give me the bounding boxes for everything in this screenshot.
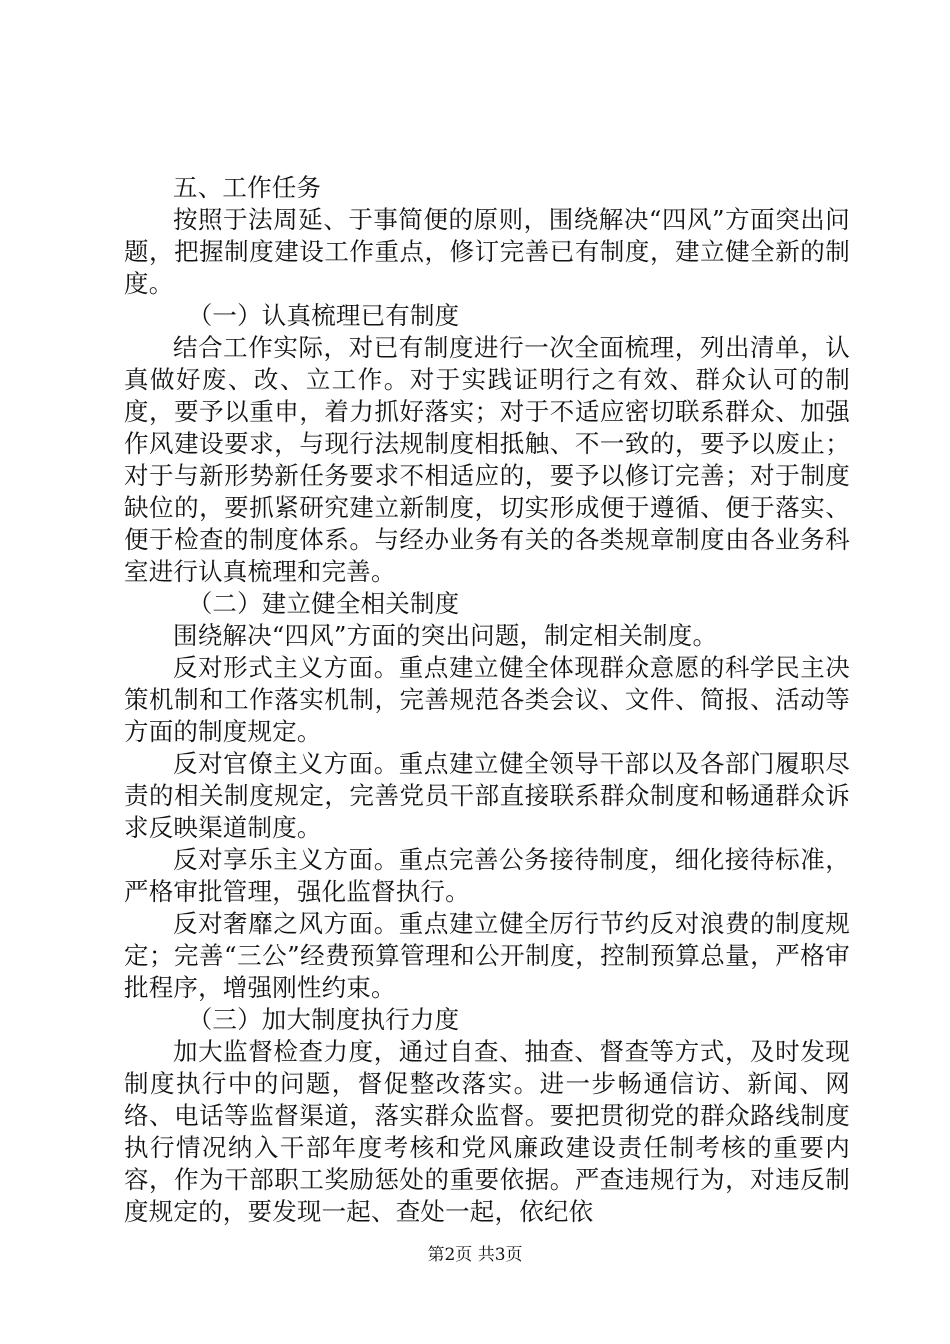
paragraph: 反对享乐主义方面。重点完善公务接待制度，细化接待标准，严格审批管理，强化监督执行。 xyxy=(124,845,850,906)
paragraph: 反对形式主义方面。重点建立健全体现群众意愿的科学民主决策机制和工作落实机制，完善规范各类会议、文件、简报、活动等方面的制度规定。 xyxy=(124,653,850,746)
section-heading: 五、工作任务 xyxy=(173,173,322,202)
paragraph: 围绕解决“四风”方面的突出问题，制定相关制度。 xyxy=(173,621,718,650)
subsection-heading: （三）加大制度执行力度 xyxy=(187,1005,460,1034)
paragraph: 反对官僚主义方面。重点建立健全领导干部以及各部门履职尽责的相关制度规定，完善党员干部直接联系群众制度和畅通群众诉求反映渠道制度。 xyxy=(124,749,850,842)
page-footer xyxy=(0,1244,950,1266)
subsection-heading: （一）认真梳理已有制度 xyxy=(187,301,460,330)
paragraph: 加大监督检查力度，通过自查、抽查、督查等方式，及时发现制度执行中的问题，督促整改落实。进一步畅通信访、新闻、网络、电话等监督渠道，落实群众监督。要把贯彻党的群众路线制度执行情况纳入干部年度考核和党风廉政建设责任制考核的重要内容，作为干部职工奖励惩处的重要依据。严查违规行为，对违反制度规定的，要发现一起、查处一起，依纪依 xyxy=(124,1037,850,1226)
subsection-heading: （二）建立健全相关制度 xyxy=(187,589,460,618)
paragraph: 结合工作实际，对已有制度进行一次全面梳理，列出清单，认真做好废、改、立工作。对于实践证明行之有效、群众认可的制度，要予以重申，着力抓好落实；对于不适应密切联系群众、加强作风建设要求，与现行法规制度相抵触、不一致的，要予以废止；对于与新形势新任务要求不相适应的，要予以修订完善；对于制度缺位的，要抓紧研究建立新制度，切实形成便于遵循、便于落实、便于检查的制度体系。与经办业务有关的各类规章制度由各业务科室进行认真梳理和完善。 xyxy=(124,333,850,586)
paragraph: 按照于法周延、于事简便的原则，围绕解决“四风”方面突出问题，把握制度建设工作重点，修订完善已有制度，建立健全新的制度。 xyxy=(124,205,850,298)
paragraph: 反对奢靡之风方面。重点建立健全厉行节约反对浪费的制度规定；完善“三公”经费预算管理和公开制度，控制预算总量，严格审批程序，增强刚性约束。 xyxy=(124,909,850,1002)
document-body xyxy=(124,172,850,1228)
page-number: 第2页 共3页 xyxy=(427,1245,523,1265)
